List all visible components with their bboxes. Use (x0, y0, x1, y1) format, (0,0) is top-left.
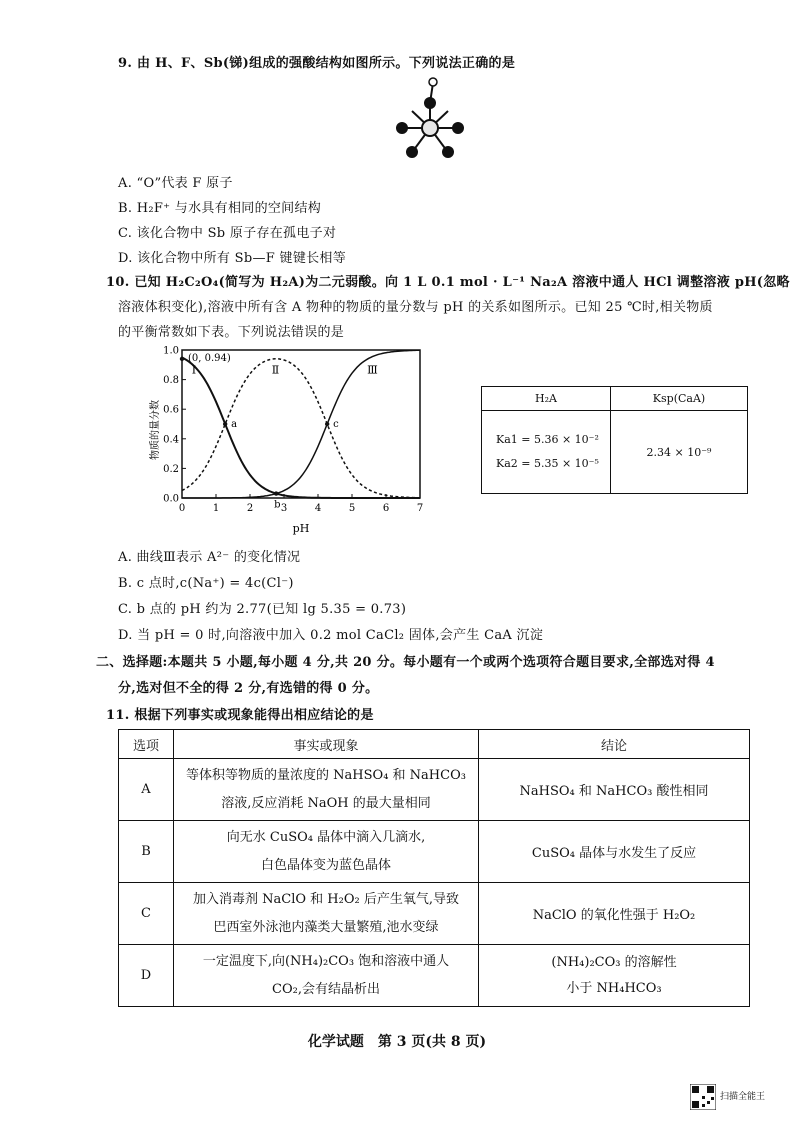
x-tick-label: 3 (280, 503, 288, 514)
q10-option-d: D. 当 pH = 0 时,向溶液中加入 0.2 mol CaCl₂ 固体,会产生 CaA 沉淀 (118, 628, 544, 643)
row-fact-line2: 白色晶体变为蓝色晶体 (260, 857, 391, 873)
ka2-value: Ka2 = 5.35 × 10⁻⁵ (496, 457, 599, 470)
q9-option-a: A. “O”代表 F 原子 (118, 176, 233, 191)
table-header-ksp: Ksp(CaA) (611, 387, 748, 411)
row-option: A (119, 759, 174, 821)
y-tick-label: 0.4 (163, 434, 179, 446)
x-tick-label: 0 (178, 503, 186, 514)
section2-heading-line1: 二、选择题:本题共 5 小题,每小题 4 分,共 20 分。每小题有一个或两个选项符合题目要求,全部选对得 4 (96, 655, 715, 670)
row-fact-line1: 向无水 CuSO₄ 晶体中滴入几滴水, (226, 829, 426, 845)
table-row (119, 883, 750, 945)
row-conclusion-line1: (NH₄)₂CO₃ 的溶解性 (551, 954, 677, 970)
atom (424, 97, 436, 109)
q10-option-b: B. c 点时,c(Na⁺) = 4c(Cl⁻) (118, 576, 294, 591)
row-fact-line1: 一定温度下,向(NH₄)₂CO₃ 饱和溶液中通人 (202, 953, 450, 969)
stamp-label: 扫描全能王 (720, 1092, 766, 1102)
x-tick-label: 2 (246, 503, 254, 514)
row-fact-line1: 等体积等物质的量浓度的 NaHSO₄ 和 NaHCO₃ (186, 767, 466, 783)
table-row (119, 821, 750, 883)
data-point (223, 422, 227, 426)
x-tick-label: 5 (348, 503, 356, 514)
data-point (180, 357, 184, 361)
q10-constants-table (481, 386, 748, 494)
curve-label: Ⅱ (271, 363, 280, 377)
q11-stem: 11. 根据下列事实或现象能得出相应结论的是 (106, 708, 374, 723)
y-tick-label: 0.6 (163, 404, 179, 416)
q9-molecule-diagram (390, 73, 480, 161)
row-option: D (119, 945, 174, 1007)
q10-stem-line3: 的平衡常数如下表。下列说法错误的是 (118, 325, 345, 340)
x-tick-label: 6 (382, 503, 390, 514)
page-footer: 化学试题 第 3 页(共 8 页) (307, 1034, 487, 1050)
y-tick-label: 0.0 (163, 493, 179, 505)
row-fact-line2: 溶液,反应消耗 NaOH 的最大量相同 (221, 795, 431, 811)
row-conclusion-line1: NaClO 的氧化性强于 H₂O₂ (532, 908, 696, 923)
q10-option-a: A. 曲线Ⅲ表示 A²⁻ 的变化情况 (118, 550, 301, 565)
row-option: B (119, 821, 174, 883)
atom (396, 122, 408, 134)
q10-stem-line2: 溶液体积变化),溶液中所有含 A 物种的物质的量分数与 pH 的关系如图所示。已知 25 ℃时,相关物质 (118, 300, 713, 315)
q10-fraction-chart (130, 340, 430, 540)
section2-heading-line2: 分,选对但不全的得 2 分,有选错的得 0 分。 (118, 681, 379, 696)
row-conclusion-line2: 小于 NH₄HCO₃ (566, 980, 662, 996)
curve-label: Ⅰ (191, 363, 197, 377)
col-header-fact: 事实或现象 (174, 730, 479, 759)
row-conclusion-line1: CuSO₄ 晶体与水发生了反应 (531, 846, 697, 861)
q10-option-c: C. b 点的 pH 约为 2.77(已知 lg 5.35 = 0.73) (118, 602, 407, 617)
q9-option-b: B. H₂F⁺ 与水具有相同的空间结构 (118, 201, 322, 216)
x-tick-label: 4 (314, 503, 322, 514)
x-axis-label: pH (292, 522, 310, 535)
scanner-stamp (690, 1083, 782, 1111)
table-row (119, 945, 750, 1007)
x-tick-label: 7 (416, 503, 424, 514)
data-point-label: b (274, 499, 281, 511)
y-axis-label: 物质的量分数 (150, 400, 161, 460)
table-row (119, 759, 750, 821)
data-point-label: a (231, 419, 238, 430)
row-fact-line2: CO₂,会有结晶析出 (272, 981, 380, 997)
row-conclusion-line1: NaHSO₄ 和 NaHCO₃ 酸性相同 (519, 784, 709, 799)
table-header-h2a: H₂A (482, 387, 611, 411)
q11-table (118, 729, 750, 1007)
col-header-option: 选项 (119, 730, 174, 759)
y-tick-label: 0.2 (163, 463, 179, 475)
center-atom (422, 120, 438, 136)
curve-iii (182, 350, 420, 498)
col-header-conclusion: 结论 (479, 730, 750, 759)
ka1-value: Ka1 = 5.36 × 10⁻² (496, 433, 599, 446)
row-option: C (119, 883, 174, 945)
row-fact-line2: 巴西室外泳池内藻类大量繁殖,池水变绿 (213, 919, 439, 935)
ksp-value: 2.34 × 10⁻⁹ (611, 411, 748, 494)
q10-stem-line1: 10. 已知 H₂C₂O₄(简写为 H₂A)为二元弱酸。向 1 L 0.1 mol · L⁻¹ Na₂A 溶液中通人 HCl 调整溶液 pH(忽略 (106, 275, 790, 290)
data-point (325, 422, 329, 426)
atom (442, 146, 454, 158)
row-fact-line1: 加入消毒剂 NaClO 和 H₂O₂ 后产生氧气,导致 (193, 891, 459, 907)
data-point-label: (0, 0.94) (188, 352, 231, 364)
atom (429, 78, 437, 86)
atom (452, 122, 464, 134)
q9-option-d: D. 该化合物中所有 Sb—F 键键长相等 (118, 251, 347, 266)
qr-code-icon (690, 1084, 716, 1110)
q9-stem: 9. 由 H、F、Sb(锑)组成的强酸结构如图所示。下列说法正确的是 (118, 56, 516, 71)
atom (406, 146, 418, 158)
data-point (274, 491, 278, 495)
data-point-label: c (333, 419, 339, 430)
y-tick-label: 0.8 (163, 375, 179, 387)
y-tick-label: 1.0 (163, 345, 179, 357)
curve-label: Ⅲ (367, 363, 378, 377)
x-tick-label: 1 (212, 503, 220, 514)
q9-option-c: C. 该化合物中 Sb 原子存在孤电子对 (118, 226, 337, 241)
